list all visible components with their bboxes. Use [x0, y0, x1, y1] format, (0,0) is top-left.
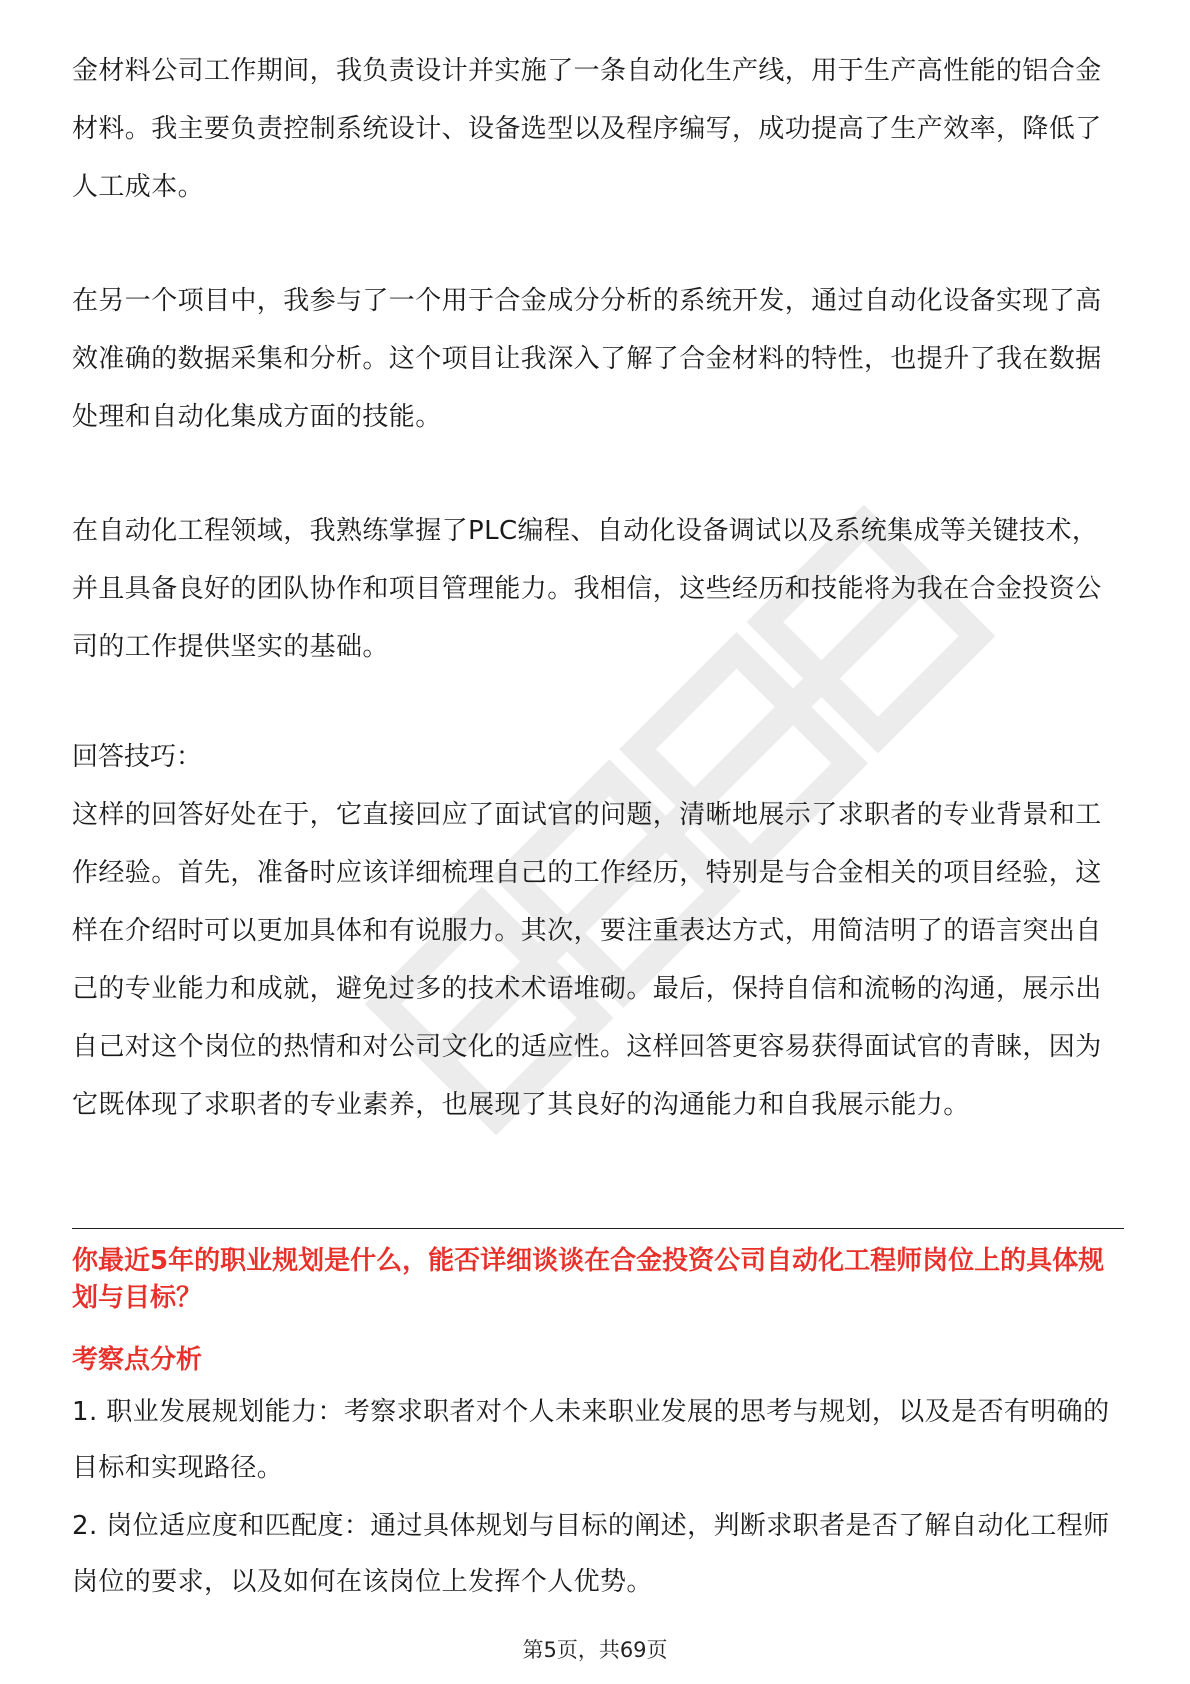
analysis-item	[72, 1384, 1122, 1496]
analysis-list	[72, 1384, 1122, 1610]
interview-question: 你最近5年的职业规划是什么，能否详细谈谈在合金投资公司自动化工程师岗位上的具体规划与目标？	[72, 1246, 1105, 1313]
section-divider	[72, 1228, 1124, 1229]
paragraph-gap	[72, 216, 1122, 272]
document-body	[72, 42, 1122, 1134]
analysis-title: 考察点分析	[72, 1345, 203, 1375]
page-number: 第5页，共69页	[522, 1638, 668, 1662]
tips-title: 回答技巧：	[72, 742, 203, 772]
paragraph-gap	[72, 446, 1122, 502]
body-paragraph-2: 在另一个项目中，我参与了一个用于合金成分分析的系统开发，通过自动化设备实现了高效准确的数据采集和分析。这个项目让我深入了解了合金材料的特性，也提升了我在数据处理和自动化集成方面的技能。	[72, 286, 1102, 432]
analysis-item	[72, 1498, 1122, 1610]
body-paragraph-1: 金材料公司工作期间，我负责设计并实施了一条自动化生产线，用于生产高性能的铝合金材料。我主要负责控制系统设计、设备选型以及程序编写，成功提高了生产效率，降低了人工成本。	[72, 56, 1102, 202]
paragraph-gap	[72, 676, 1122, 728]
body-paragraph-3: 在自动化工程领域，我熟练掌握了PLC编程、自动化设备调试以及系统集成等关键技术，并且具备良好的团队协作和项目管理能力。我相信，这些经历和技能将为我在合金投资公司的工作提供坚实的基础。	[72, 516, 1102, 662]
analysis-item-text: 2. 岗位适应度和匹配度：通过具体规划与目标的阐述，判断求职者是否了解自动化工程师岗位的要求，以及如何在该岗位上发挥个人优势。	[72, 1511, 1110, 1597]
analysis-item-text: 1. 职业发展规划能力：考察求职者对个人未来职业发展的思考与规划，以及是否有明确的目标和实现路径。	[72, 1397, 1110, 1483]
tips-paragraph: 这样的回答好处在于，它直接回应了面试官的问题，清晰地展示了求职者的专业背景和工作经验。首先，准备时应该详细梳理自己的工作经历，特别是与合金相关的项目经验，这样在介绍时可以更加具体和有说服力。其次，要注重表达方式，用简洁明了的语言突出自己的专业能力和成就，避免过多的技术术语堆砌。最后，保持自信和流畅的沟通，展示出自己对这个岗位的热情和对公司文化的适应性。这样回答更容易获得面试官的青睐，因为它既体现了求职者的专业素养，也展现了其良好的沟通能力和自我展示能力。	[72, 800, 1102, 1120]
